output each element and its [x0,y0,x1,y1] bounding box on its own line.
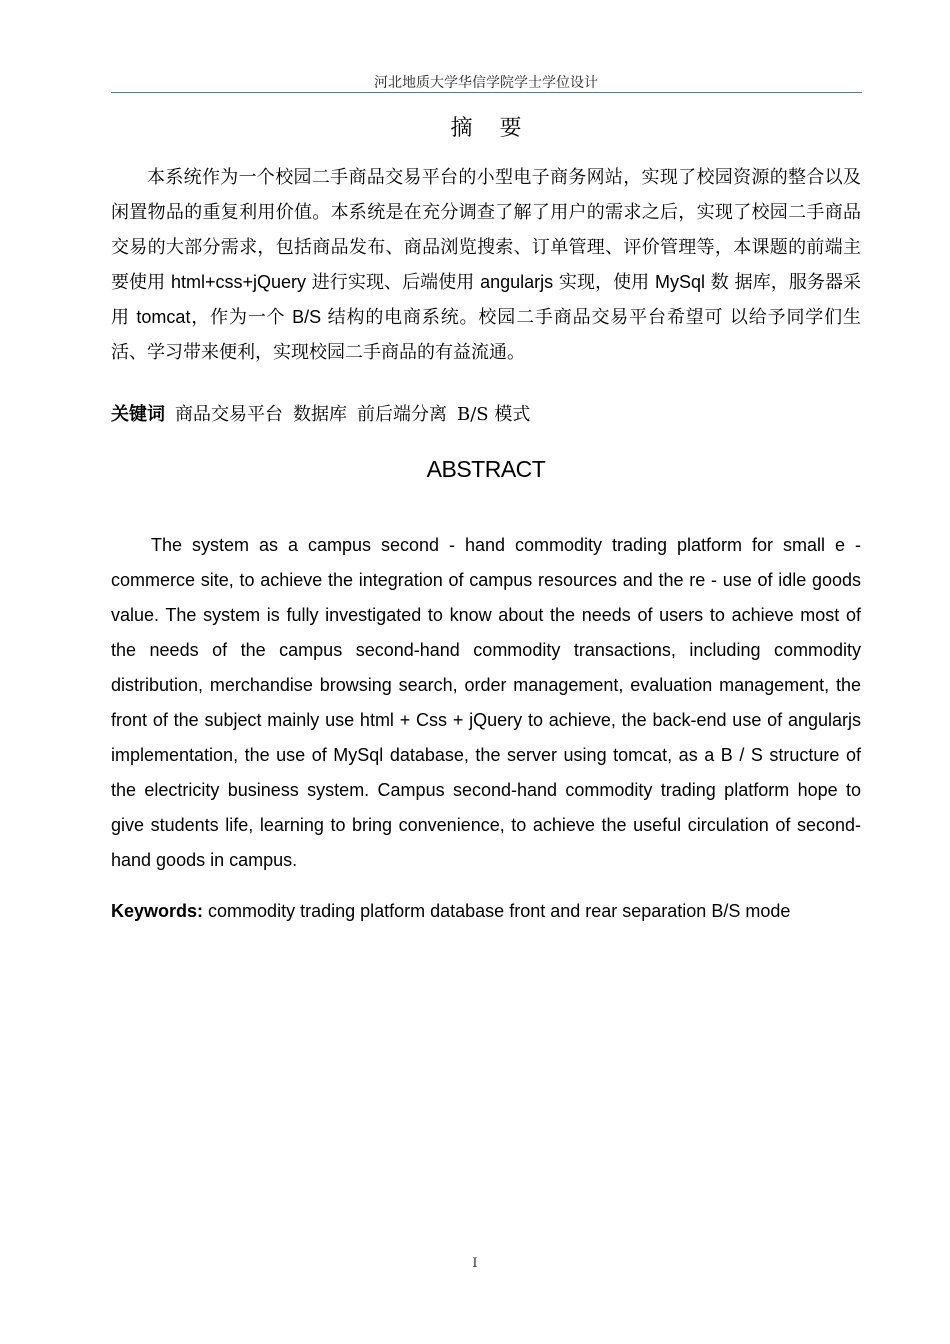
chinese-abstract-title: 摘 要 [450,116,532,141]
english-keywords [111,894,871,929]
cn-body-tech-frontend: html+css+jQuery [170,272,307,292]
english-keywords-label: Keywords: [111,901,204,921]
cn-body-tech-server: tomcat [136,307,191,327]
cn-body-text: 实现，使用 [553,272,656,293]
cn-body-text: ，作为一个 [190,307,293,328]
english-abstract-body: The system as a campus second - hand commodity trading platform for small e - commerce site, to achieve the integration of campus resources and the re - use of idle goods value. The system is fully investigated to know about the needs of users to achieve most of the needs of the campus second-hand commodity transactions, including commodity distribution, merchandise browsing search, order management, evaluation management, the front of the subject mainly use html + Css + jQuery to achieve, the back-end use of angularjs implementation, the use of MySql database, the server using tomcat, as a B / S structure of the electricity business system. Campus second-hand commodity trading platform hope to give students life, learning to bring convenience, to achieve the useful circulation of second-hand goods in campus. [111,535,861,870]
chinese-keywords [111,397,861,433]
chinese-abstract-body [111,160,861,370]
header-divider [111,92,862,93]
cn-body-text: 本系统作为一个校园二手商品交易平台的小型电子商务网站，实现了校园资源的整合以及闲置物品的重复利用价值。本系统是在充分调查了解了用户的需求之后，实现了校园二手商品交易的大部分需求，包括商品发布、商品浏览搜索、订单管理、评价管理等，本课题的前端主要使用 [111,167,861,293]
cn-body-tech-architecture: B/S [292,307,322,327]
cn-body-text: 进行实现、后端使用 [306,272,481,293]
english-keywords-text: commodity trading platform database front and rear separation B/S mode [208,901,791,921]
cn-body-text: 数 据库，服务器采用 [111,272,861,328]
keyword-item: 数据库 [293,404,347,425]
keyword-item: 商品交易平台 [175,404,283,425]
cn-body-tech-backend: angularjs [480,272,554,292]
keyword-item: B/S 模式 [457,404,531,425]
keyword-item: 前后端分离 [357,404,447,425]
cn-body-tech-database: MySql [655,272,706,292]
english-abstract-title: ABSTRACT [426,456,546,482]
cn-body-text: 结构的电商系统。校园二手商品交易平台希望可 以给予同学们生活、学习带来便利，实现校园二手商品的有益流通。 [111,307,861,363]
page-number: I [472,1256,478,1271]
chinese-keywords-label: 关键词 [111,404,165,425]
running-header: 河北地质大学华信学院学士学位设计 [374,75,598,91]
